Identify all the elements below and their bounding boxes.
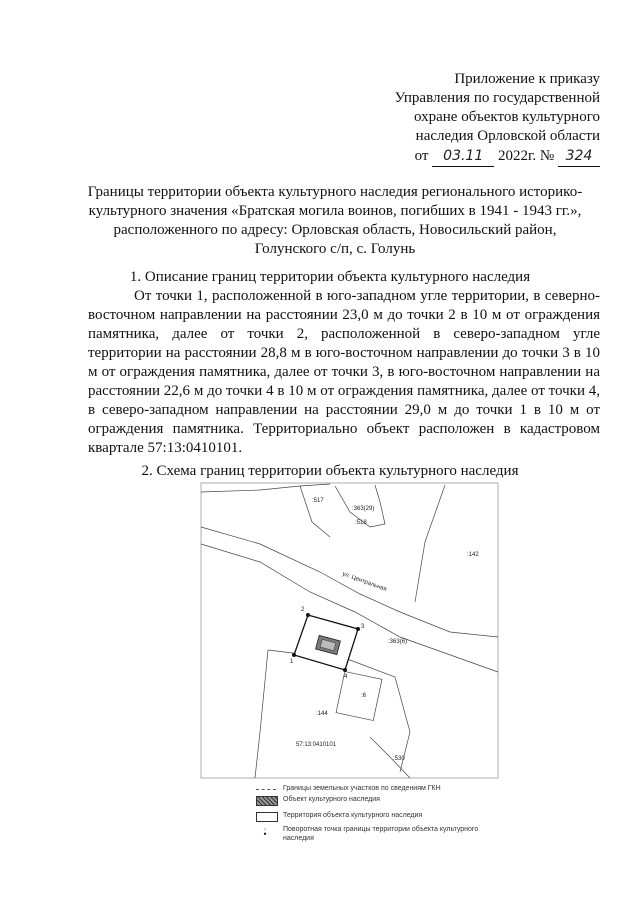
turning-point-2 [306, 613, 310, 617]
label-6: :6 [361, 693, 367, 699]
label-530: :530 [393, 756, 405, 762]
section-1-body: От точки 1, расположенной в юго-западном угле территории, в северно-восточном направлении на расстоянии 23,0 м до точки 2 в 10 м от ограждения памятника, далее от точки 2, расположенной в северо-западном угле территории на расстоянии 28,8 м в юго-восточном направлении до точки 3 в 10 м от ограждения памятника, далее от точки 3, в юго-восточном направлении на расстоянии 22,6 м до точки 4 в 10 м от ограждения памятника, далее от точки 4, в северо-западном направлении на расстоянии 29,0 м до точки 1 в 10 м от ограждения памятника. Территориально объект расположен в кадастровом квартале 57:13:0410101. [88, 288, 600, 456]
outline-rect-icon [256, 812, 278, 822]
order-number-handwritten: 324 [558, 147, 600, 167]
turning-point-4 [343, 668, 347, 672]
point-label-4: 4 [344, 674, 348, 680]
label-518: :518 [355, 520, 367, 526]
turning-point-1 [292, 653, 296, 657]
turning-point-icon [260, 828, 270, 836]
document-title [70, 183, 600, 259]
order-prefix: от [414, 148, 429, 164]
title-line-3: расположенного по адресу: Орловская область, Новосильский район, [113, 222, 557, 238]
label-142: :142 [467, 552, 479, 558]
section-1-heading: 1. Описание границ территории объекта культурного наследия [129, 269, 531, 285]
title-line-4: Голунского с/п, с. Голунь [254, 241, 416, 257]
label-517: :517 [312, 498, 324, 504]
appendix-line-2: Управления по государственной [394, 90, 600, 106]
legend-label: Объект культурного наследия [283, 796, 380, 803]
boundary-scheme-map [200, 482, 500, 780]
order-year: 2022г. № [497, 148, 555, 164]
legend-label: Границы земельных участков по сведениям ГКН [283, 785, 441, 792]
title-line-2: культурного значения «Братская могила воинов, погибших в 1941 - 1943 гг.», [88, 203, 582, 219]
point-label-3: 3 [361, 624, 365, 630]
legend-item-heritage-object [256, 794, 496, 808]
turning-point-3 [356, 627, 360, 631]
label-street: ул. Центральная [341, 571, 388, 593]
point-label-2: 2 [301, 607, 305, 613]
legend-item-territory [256, 810, 496, 824]
title-line-1: Границы территории объекта культурного наследия регионального историко- [87, 184, 583, 200]
legend-label: Территория объекта культурного наследия [283, 812, 423, 819]
label-363-6: :363(6) [388, 639, 408, 645]
appendix-header [340, 70, 600, 167]
hatched-rect-icon [256, 796, 278, 806]
label-quarter: 57:13:0410101 [296, 742, 337, 748]
point-label-1: 1 [290, 659, 294, 665]
order-line [340, 147, 600, 167]
section-2-heading: 2. Схема границ территории объекта культурного наследия [141, 463, 519, 479]
order-date-handwritten: 03.11 [432, 147, 494, 167]
dashed-line-icon [256, 789, 276, 790]
appendix-line-3: охране объектов культурного [413, 109, 600, 125]
appendix-line-1: Приложение к приказу [454, 71, 600, 87]
legend-label: Поворотная точка границы территории объекта культурного наследия [283, 826, 479, 842]
label-363-29: :363(29) [352, 506, 375, 512]
legend-item-turning-point [256, 826, 496, 848]
label-144: :144 [316, 711, 328, 717]
appendix-line-4: наследия Орловской области [415, 128, 600, 144]
